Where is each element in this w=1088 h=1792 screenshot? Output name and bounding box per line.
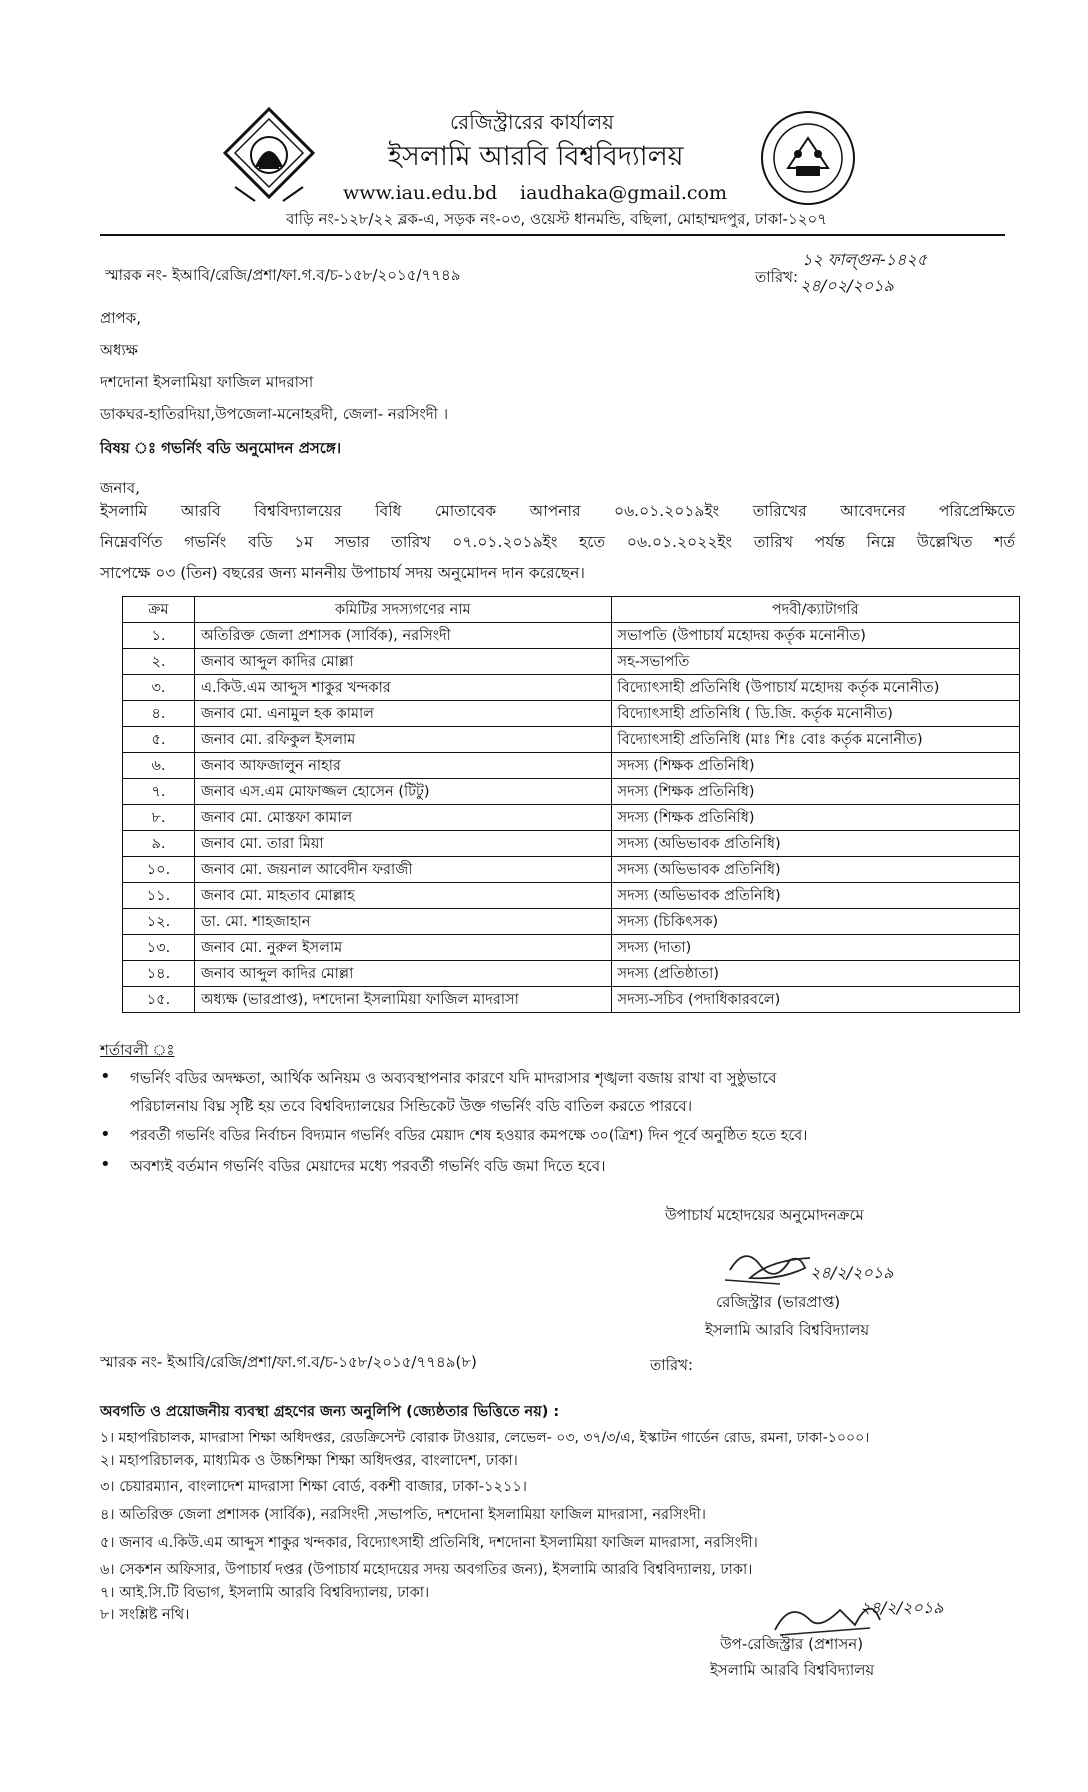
designation-cell: সদস্য (শিক্ষক প্রতিনিধি): [611, 779, 1019, 805]
name-cell: জনাব মো. তারা মিয়া: [194, 831, 611, 857]
table-row: [123, 935, 1020, 961]
recipient-title: অধ্যক্ষ: [100, 341, 138, 359]
table-row: [123, 753, 1020, 779]
designation-cell: সভাপতি (উপাচার্য মহোদয় কর্তৃক মনোনীত): [611, 623, 1019, 649]
designation-cell: সদস্য (চিকিৎসক): [611, 909, 1019, 935]
copy-date-label: তারিখ:: [650, 1356, 694, 1374]
committee-table: [122, 596, 1020, 1013]
serial-cell: ১৩.: [123, 935, 195, 961]
date-bangla-handwritten: ১২ ফাল্গুন-১৪২৫: [802, 250, 928, 269]
copy-list-item: ৫। জনাব এ.কিউ.এম আব্দুস শাকুর খন্দকার, বিদ্যোৎসাহী প্রতিনিধি, দশদোনা ইসলামিয়া ফাজিল মাদরাসা, নরসিংদী।: [100, 1535, 758, 1551]
university-logo: [215, 105, 323, 205]
table-row: [123, 961, 1020, 987]
registrar-designation: রেজিস্ট্রার (ভারপ্রাপ্ত): [716, 1293, 841, 1311]
serial-cell: ১১.: [123, 883, 195, 909]
copy-memo-number: স্মারক নং- ইআবি/রেজি/প্রশা/ফা.গ.ব/চ-১৫৮/২০১৫/৭৭৪৯(৮): [100, 1353, 477, 1371]
designation-cell: সদস্য (শিক্ষক প্রতিনিধি): [611, 753, 1019, 779]
table-row: [123, 909, 1020, 935]
registrar-signature-date: ২৪/২/২০১৯: [810, 1263, 894, 1282]
designation-cell: বিদ্যোৎসাহী প্রতিনিধি ( ডি.জি. কর্তৃক মনোনীত): [611, 701, 1019, 727]
designation-cell: সদস্য (শিক্ষক প্রতিনিধি): [611, 805, 1019, 831]
serial-cell: ৫.: [123, 727, 195, 753]
condition-line: পরবর্তী গভর্নিং বডির নির্বাচন বিদ্যমান গভর্নিং বডির মেয়াদ শেষ হওয়ার কমপক্ষে ৩০(ত্রিশ) দিন পূর্বে অনুষ্ঠিত হতে হবে।: [130, 1128, 808, 1144]
body-line: ইসলামি আরবি বিশ্ববিদ্যালয়ের বিধি মোতাবেক আপনার ০৬.০১.২০১৯ইং তারিখের আবেদনের পরিপ্রেক্ষিতে: [100, 502, 1015, 520]
deputy-registrar-designation: উপ-রেজিস্ট্রার (প্রশাসন): [720, 1635, 864, 1653]
designation-cell: সদস্য (অভিভাবক প্রতিনিধি): [611, 883, 1019, 909]
serial-cell: ৯.: [123, 831, 195, 857]
seal-emblem: [758, 108, 858, 208]
designation-cell: সহ-সভাপতি: [611, 649, 1019, 675]
copy-list-item: ৬। সেকশন অফিসার, উপাচার্য দপ্তর (উপাচার্য মহোদয়ের সদয় অবগতির জন্য), ইসলামি আরবি বিশ্ববিদ্যালয়, ঢাকা।: [100, 1562, 753, 1578]
designation-cell: বিদ্যোৎসাহী প্রতিনিধি (মাঃ শিঃ বোঃ কর্তৃক মনোনীত): [611, 727, 1019, 753]
recipient-address: ডাকঘর-হাতিরদিয়া,উপজেলা-মনোহরদী, জেলা- নরসিংদী ।: [100, 405, 449, 423]
designation-cell: সদস্য (অভিভাবক প্রতিনিধি): [611, 857, 1019, 883]
email-link[interactable]: iaudhaka@gmail.com: [520, 182, 728, 204]
university-name: ইসলামি আরবি বিশ্ববিদ্যালয়: [388, 141, 684, 172]
bullet-icon: •: [100, 1124, 111, 1145]
bullet-icon: •: [100, 1066, 111, 1087]
table-row: [123, 779, 1020, 805]
serial-cell: ৩.: [123, 675, 195, 701]
body-line: সাপেক্ষে ০৩ (তিন) বছরের জন্য মাননীয় উপাচার্য সদয় অনুমোদন দান করেছেন।: [100, 564, 585, 582]
serial-cell: ১২.: [123, 909, 195, 935]
table-row: [123, 675, 1020, 701]
table-row: [123, 831, 1020, 857]
name-cell: জনাব আব্দুল কাদির মোল্লা: [194, 649, 611, 675]
column-header-serial: ক্রম: [123, 597, 195, 623]
approval-note: উপাচার্য মহোদয়ের অনুমোদনক্রমে: [665, 1206, 864, 1224]
condition-line: গভর্নিং বডির অদক্ষতা, আর্থিক অনিয়ম ও অব্যবস্থাপনার কারণে যদি মাদরাসার শৃঙ্খলা বজায় রাখা বা সুষ্ঠুভাবে: [130, 1069, 777, 1087]
registrar-university: ইসলামি আরবি বিশ্ববিদ্যালয়: [705, 1321, 870, 1339]
serial-cell: ১৪.: [123, 961, 195, 987]
column-header-name: কমিটির সদস্যগণের নাম: [194, 597, 611, 623]
serial-cell: ১৫.: [123, 987, 195, 1013]
table-header-row: [123, 597, 1020, 623]
subject-line: বিষয় ঃ গভর্নিং বডি অনুমোদন প্রসঙ্গে।: [100, 439, 342, 457]
copy-list-item: ৮। সংশ্লিষ্ট নথি।: [100, 1607, 190, 1623]
designation-cell: সদস্য (অভিভাবক প্রতিনিধি): [611, 831, 1019, 857]
name-cell: জনাব আফজালুন নাহার: [194, 753, 611, 779]
condition-line: পরিচালনায় বিঘ্ন সৃষ্টি হয় তবে বিশ্ববিদ্যালয়ের সিন্ডিকেট উক্ত গভর্নিং বডি বাতিল করতে পারবে।: [130, 1097, 693, 1115]
table-row: [123, 623, 1020, 649]
name-cell: জনাব মো. এনামুল হক কামাল: [194, 701, 611, 727]
header-address: বাড়ি নং-১২৮/২২ ব্লক-এ, সড়ক নং-০৩, ওয়েস্ট ধানমন্ডি, বছিলা, মোহাম্মদপুর, ঢাকা-১২০৭: [286, 210, 827, 228]
salutation: জনাব,: [100, 479, 140, 497]
copy-list-item: ২। মহাপরিচালক, মাধ্যমিক ও উচ্চশিক্ষা শিক্ষা অধিদপ্তর, বাংলাদেশ, ঢাকা।: [100, 1453, 518, 1469]
copy-list-item: ১। মহাপরিচালক, মাদরাসা শিক্ষা অধিদপ্তর, রেডক্রিসেন্ট বোরাক টাওয়ার, লেভেল- ০৩, ৩৭/৩/এ, ইস্কাটন গার্ডেন রোড, রমনা, ঢাকা-১০০০।: [100, 1430, 870, 1446]
body-line: নিম্নেবর্ণিত গভর্নিং বডি ১ম সভার তারিখ ০৭.০১.২০১৯ইং হতে ০৬.০১.২০২২ইং তারিখ পর্যন্ত নিম্নে উল্লেখিত শর্ত: [100, 533, 1015, 551]
copy-list-item: ৪। অতিরিক্ত জেলা প্রশাসক (সার্বিক), নরসিংদী ,সভাপতি, দশদোনা ইসলামিয়া ফাজিল মাদরাসা, নরসিংদী।: [100, 1507, 706, 1523]
designation-cell: সদস্য-সচিব (পদাধিকারবলে): [611, 987, 1019, 1013]
conditions-title: শর্তাবলী ঃ: [100, 1041, 175, 1059]
table-row: [123, 805, 1020, 831]
designation-cell: সদস্য (দাতা): [611, 935, 1019, 961]
designation-cell: বিদ্যোৎসাহী প্রতিনিধি (উপাচার্য মহোদয় কর্তৃক মনোনীত): [611, 675, 1019, 701]
name-cell: জনাব মো. মাহতাব মোল্লাহ: [194, 883, 611, 909]
table-row: [123, 649, 1020, 675]
body-paragraph: [100, 496, 1015, 589]
table-row: [123, 883, 1020, 909]
name-cell: জনাব মো. নুরুল ইসলাম: [194, 935, 611, 961]
condition-line: অবশ্যই বর্তমান গভর্নিং বডির মেয়াদের মধ্যে পরবর্তী গভর্নিং বডি জমা দিতে হবে।: [130, 1157, 606, 1175]
website-link[interactable]: www.iau.edu.bd: [343, 182, 498, 204]
name-cell: অধ্যক্ষ (ভারপ্রাপ্ত), দশদোনা ইসলামিয়া ফাজিল মাদরাসা: [194, 987, 611, 1013]
name-cell: জনাব আব্দুল কাদির মোল্লা: [194, 961, 611, 987]
recipient-institution: দশদোনা ইসলামিয়া ফাজিল মাদরাসা: [100, 373, 314, 391]
table-row: [123, 857, 1020, 883]
serial-cell: ১.: [123, 623, 195, 649]
serial-cell: ৬.: [123, 753, 195, 779]
name-cell: জনাব মো. রফিকুল ইসলাম: [194, 727, 611, 753]
name-cell: এ.কিউ.এম আব্দুস শাকুর খন্দকার: [194, 675, 611, 701]
table-row: [123, 701, 1020, 727]
serial-cell: ৪.: [123, 701, 195, 727]
serial-cell: ৮.: [123, 805, 195, 831]
copy-list-item: ৭। আই.সি.টি বিভাগ, ইসলামি আরবি বিশ্ববিদ্যালয়, ঢাকা।: [100, 1585, 430, 1601]
header-divider: [100, 234, 1005, 236]
serial-cell: ৭.: [123, 779, 195, 805]
table-row: [123, 727, 1020, 753]
serial-cell: ২.: [123, 649, 195, 675]
office-name: রেজিস্ট্রারের কার্যালয়: [450, 110, 614, 134]
column-header-designation: পদবী/ক্যাটাগরি: [611, 597, 1019, 623]
serial-cell: ১০.: [123, 857, 195, 883]
date-label: তারিখ:: [755, 268, 799, 286]
name-cell: জনাব মো. জয়নাল আবেদীন ফরাজী: [194, 857, 611, 883]
name-cell: ডা. মো. শাহজাহান: [194, 909, 611, 935]
date-english-handwritten: ২৪/০২/২০১৯: [800, 276, 894, 295]
name-cell: অতিরিক্ত জেলা প্রশাসক (সার্বিক), নরসিংদী: [194, 623, 611, 649]
copy-list-item: ৩। চেয়ারম্যান, বাংলাদেশ মাদরাসা শিক্ষা বোর্ড, বকশী বাজার, ঢাকা-১২১১।: [100, 1479, 527, 1495]
recipient-label: প্রাপক,: [100, 309, 141, 327]
bullet-icon: •: [100, 1154, 111, 1175]
memo-number: স্মারক নং- ইআবি/রেজি/প্রশা/ফা.গ.ব/চ-১৫৮/২০১৫/৭৭৪৯: [105, 266, 461, 284]
designation-cell: সদস্য (প্রতিষ্ঠাতা): [611, 961, 1019, 987]
name-cell: জনাব এস.এম মোফাজ্জল হোসেন (টিটু): [194, 779, 611, 805]
deputy-registrar-university: ইসলামি আরবি বিশ্ববিদ্যালয়: [710, 1661, 875, 1679]
table-row: [123, 987, 1020, 1013]
name-cell: জনাব মো. মোস্তফা কামাল: [194, 805, 611, 831]
copies-title: অবগতি ও প্রয়োজনীয় ব্যবস্থা গ্রহণের জন্য অনুলিপি (জ্যেষ্ঠতার ভিত্তিতে নয়) :: [100, 1404, 560, 1420]
deputy-registrar-signature-date: ২৪/২/২০১৯: [860, 1598, 944, 1617]
